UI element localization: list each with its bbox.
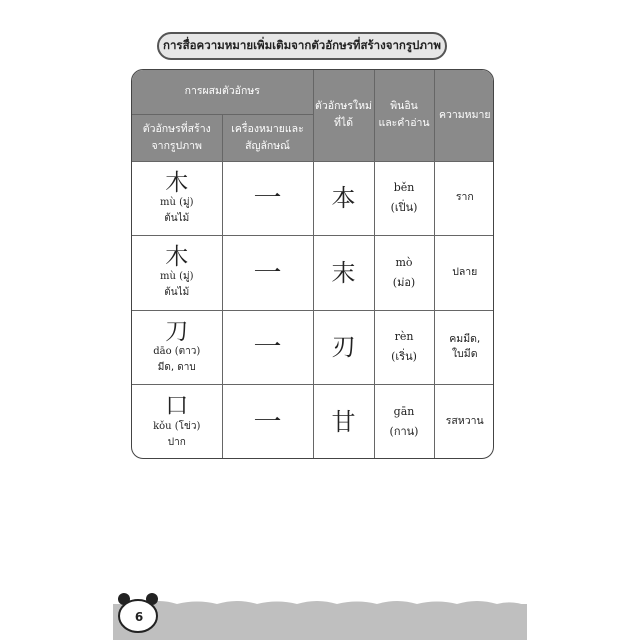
- page-number: 6: [134, 610, 144, 624]
- new-char-cell: 刃: [313, 310, 374, 385]
- table-row: [132, 385, 494, 460]
- pictograph-cell: 口 kǒu (โข่ว) ปาก: [132, 385, 222, 460]
- mark-cell: 一: [222, 310, 313, 385]
- meaning-cell: ราก: [434, 161, 494, 236]
- new-char-cell: 末: [313, 236, 374, 311]
- header-combination: การผสมตัวอักษร: [132, 70, 313, 114]
- table-row: [132, 161, 494, 236]
- mark-cell: 一: [222, 236, 313, 311]
- page-title: การสื่อความหมายเพิ่มเติมจากตัวอักษรที่สร้างจากรูปภาพ: [157, 32, 447, 60]
- pictograph-cell: 木 mù (มู่) ต้นไม้: [132, 161, 222, 236]
- mark-cell: 一: [222, 385, 313, 460]
- pinyin-cell: gān (กาน): [374, 385, 434, 460]
- table-row: [132, 236, 494, 311]
- meaning-cell: รสหวาน: [434, 385, 494, 460]
- header-pictograph: ตัวอักษรที่สร้าง จากรูปภาพ: [132, 114, 222, 161]
- new-char-cell: 甘: [313, 385, 374, 460]
- cloud-wave-decoration: [113, 598, 527, 612]
- mark-cell: 一: [222, 161, 313, 236]
- header-marks: เครื่องหมายและ สัญลักษณ์: [222, 114, 313, 161]
- character-table: [131, 69, 494, 459]
- table-row: [132, 310, 494, 385]
- header-pinyin: พินอิน และคำอ่าน: [374, 70, 434, 161]
- pinyin-cell: rèn (เริ่น): [374, 310, 434, 385]
- pictograph-cell: 刀 dāo (ตาว) มีด, ดาบ: [132, 310, 222, 385]
- header-meaning: ความหมาย: [434, 70, 494, 161]
- header-new-char: ตัวอักษรใหม่ ที่ได้: [313, 70, 374, 161]
- pinyin-cell: mò (ม่อ): [374, 236, 434, 311]
- pinyin-cell: běn (เปิ่น): [374, 161, 434, 236]
- new-char-cell: 本: [313, 161, 374, 236]
- meaning-cell: คมมีด, ใบมีด: [434, 310, 494, 385]
- meaning-cell: ปลาย: [434, 236, 494, 311]
- pictograph-cell: 木 mù (มู่) ต้นไม้: [132, 236, 222, 311]
